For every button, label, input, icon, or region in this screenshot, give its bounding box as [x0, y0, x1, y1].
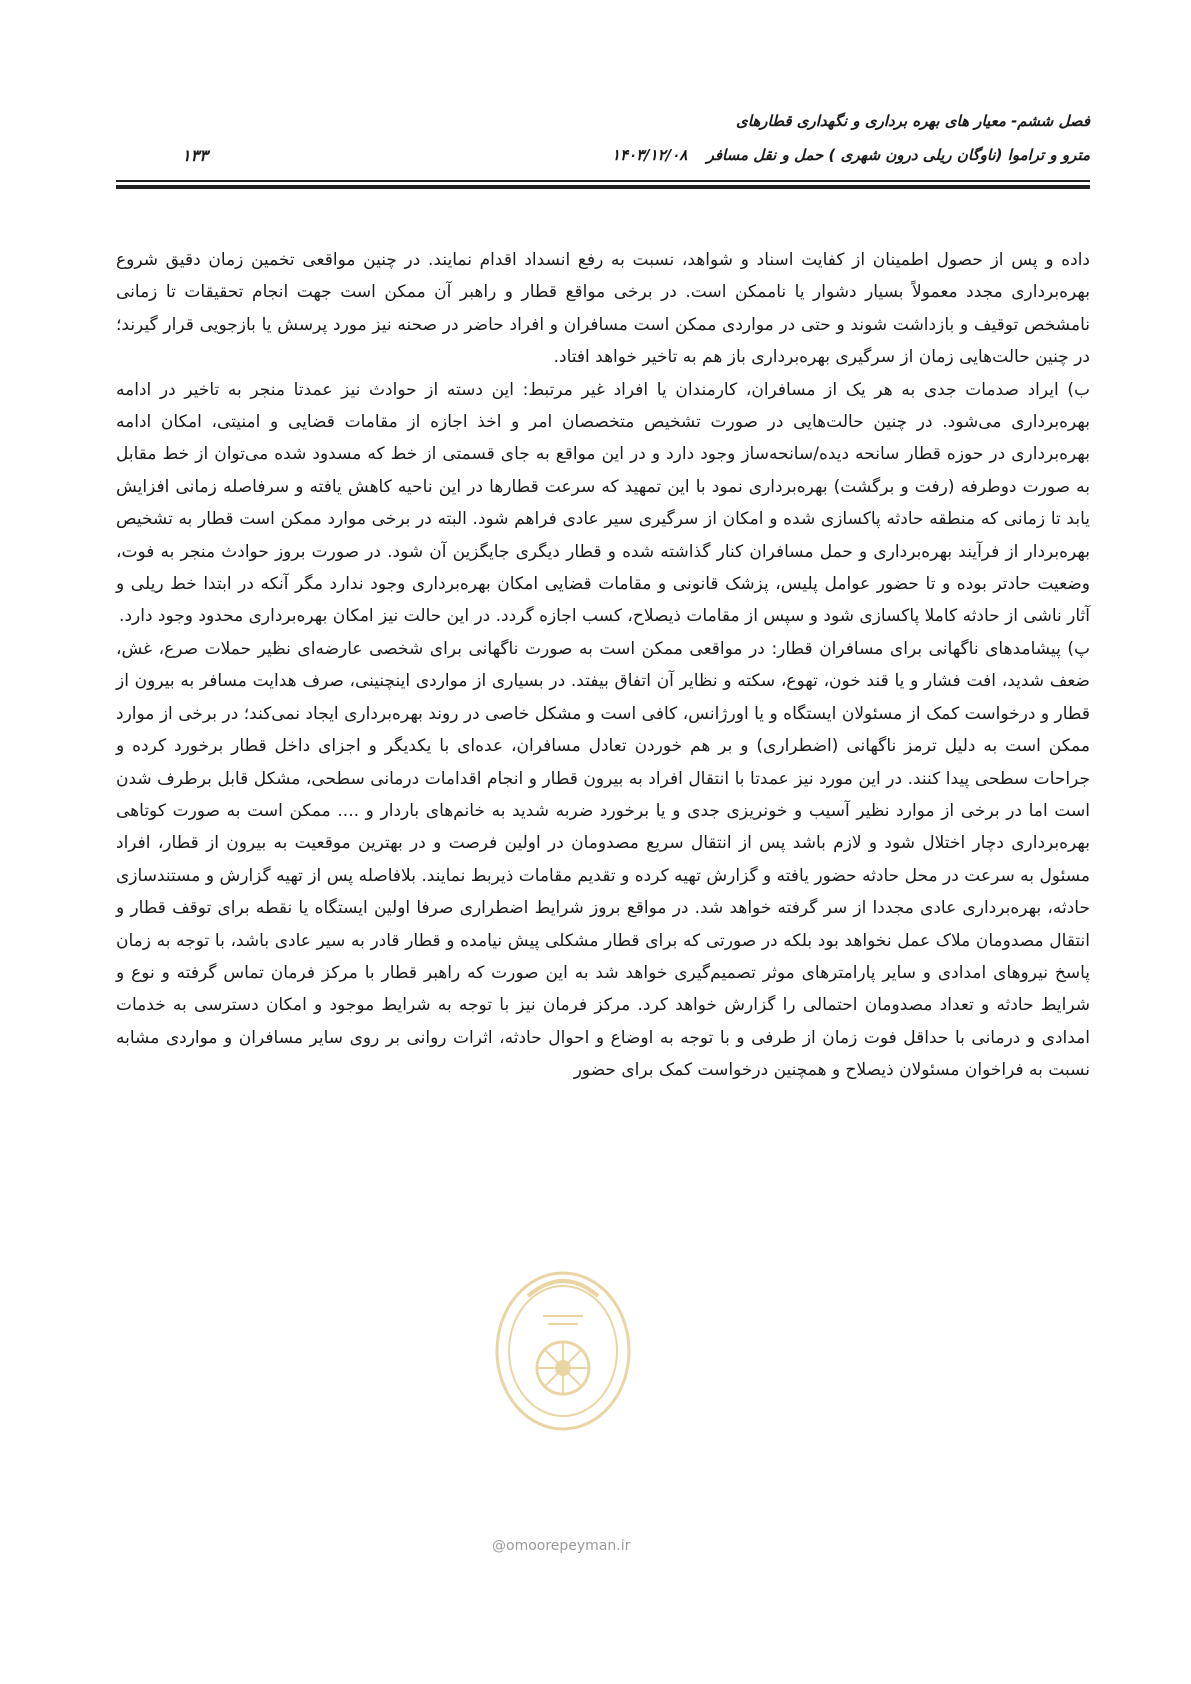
paragraph: پ) پیشامدهای ناگهانی برای مسافران قطار: در مواقعی ممکن است به صورت ناگهانی برای شخصی عارضه‌ای نظیر حملات صرع، غش، ضعف شدید، افت فشار و یا قند خون، تهوع، سکته و نظایر آن اتفاق بیفتد. در بسیاری از مواردی اینچنینی، صرف هدایت مسافر به بیرون از قطار و درخواست کمک از مسئولان ایستگاه و یا اورژانس، کافی است و مشکل خاصی در روند بهره‌برداری ایجاد نمی‌کند؛ در برخی از موارد ممکن است به دلیل ترمز ناگهانی (اضطراری) و بر هم خوردن تعادل مسافران، عده‌ای با یکدیگر و اجزای داخل قطار برخورد کرده و جراحات سطحی پیدا کنند. در این مورد نیز عمدتا با انتقال افراد به بیرون قطار و انجام اقدامات درمانی سطحی، مشکل قابل برطرف شدن است اما در برخی از موارد نظیر آسیب و خونریزی جدی و یا برخورد ضربه شدید به خانم‌های باردار و .... ممکن است به صورت کوتاهی بهره‌برداری دچار اختلال شود و لازم باشد پس از انتقال سریع مصدومان در اولین فرصت و در بهترین موقعیت به بیرون از قطار، افراد مسئول به سرعت در محل حادثه حضور یافته و گزارش تهیه کرده و تقدیم مقامات ذیربط نمایند. بلافاصله پس از تهیه گزارش و مستندسازی حادثه، بهره‌برداری عادی مجددا از سر گرفته خواهد شد. در مواقع بروز شرایط اضطراری صرفا اولین ایستگاه یا نقطه برای توقف قطار و انتقال مصدومان ملاک عمل نخواهد بود بلکه در صورتی که برای قطار مشکلی پیش نیامده و قطار قادر به سیر عادی باشد، با توجه به زمان پاسخ نیروهای امدادی و سایر پارامترهای موثر تصمیم‌گیری خواهد شد به این صورت که راهبر قطار با مرکز فرمان تماس گرفته و نوع و شرایط حادثه و تعداد مصدومان احتمالی را گزارش خواهد کرد. مرکز فرمان نیز با توجه به شرایط موجود و امکان دسترسی به خدمات امدادی و درمانی با حداقل فوت زمان از طرفی و با توجه به اوضاع و احوال حادثه، اثرات روانی بر روی سایر مسافران و مواردی مشابه نسبت به فراخوان مسئولان ذیصلاح و همچنین درخواست کمک برای حضور: [116, 638, 1090, 1081]
header-subtitle-line: [612, 146, 1090, 164]
watermark-website: @omoorepeyman.ir: [492, 1538, 631, 1554]
body-text: [116, 244, 1090, 1087]
watermark-seal-icon: [488, 1256, 638, 1466]
header-date: ۱۴۰۳/۱۲/۰۸: [611, 146, 688, 164]
header-subtitle: مترو و تراموا (ناوگان ریلی درون شهری ) حمل و نقل مسافر: [706, 146, 1090, 164]
chapter-title: فصل ششم- معیار های بهره برداری و نگهداری قطارهای: [736, 112, 1090, 130]
page-number: ۱۳۳: [182, 146, 208, 165]
header-rule-thick: [116, 185, 1090, 189]
paragraph: داده و پس از حصول اطمینان از کفایت اسناد و شواهد، نسبت به رفع انسداد اقدام نمایند. در چنین مواقعی تخمین زمان دقیق شروع بهره‌برداری مجدد معمولاً بسیار دشوار یا ناممکن است. در برخی مواقع قطار و راهبر آن ممکن است جهت انجام تحقیقات تا زمانی نامشخص توقیف و بازداشت شوند و حتی در مواردی ممکن است مسافران و افراد حاضر در صحنه نیز مورد پرسش یا بازجویی قرار گیرند؛ در چنین حالت‌هایی زمان از سرگیری بهره‌برداری باز هم به تاخیر خواهد افتاد.: [116, 250, 1090, 368]
paragraph: ب) ایراد صدمات جدی به هر یک از مسافران، کارمندان یا افراد غیر مرتبط: این دسته از حوادث نیز عمدتا منجر به تاخیر در ادامه بهره‌برداری می‌شود. در چنین حالت‌هایی در صورت تشخیص متخصصان امر و اخذ اجازه از مقامات قضایی و امنیتی، امکان ادامه بهره‌برداری در حوزه قطار سانحه دیده/سانحه‌ساز وجود دارد و در این مواقع به جای قسمتی از خط که مسدود شده می‌توان از خط مقابل به صورت دوطرفه (رفت و برگشت) بهره‌برداری نمود با این تمهید که سرعت قطارها در این ناحیه کاهش یافته و سرفاصله زمانی افزایش یابد تا زمانی که منطقه حادثه پاکسازی شده و امکان از سرگیری سیر عادی فراهم شود. البته در برخی موارد ممکن است قطار به تشخیص بهره‌بردار از فرآیند بهره‌برداری و حمل مسافران کنار گذاشته شده و قطار دیگری جایگزین آن شود. در صورت بروز حوادث منجر به فوت، وضعیت حادتر بوده و تا حضور عوامل پلیس، پزشک قانونی و مقامات قضایی امکان بهره‌برداری وجود ندارد مگر آنکه در ابتدا خط ریلی و آثار ناشی از حادثه کاملا پاکسازی شود و سپس از مقامات ذیصلاح، کسب اجازه گردد. در این حالت نیز امکان بهره‌برداری محدود وجود دارد.: [116, 379, 1090, 627]
header-rule-thin: [116, 180, 1090, 182]
page-header: [116, 112, 1090, 182]
